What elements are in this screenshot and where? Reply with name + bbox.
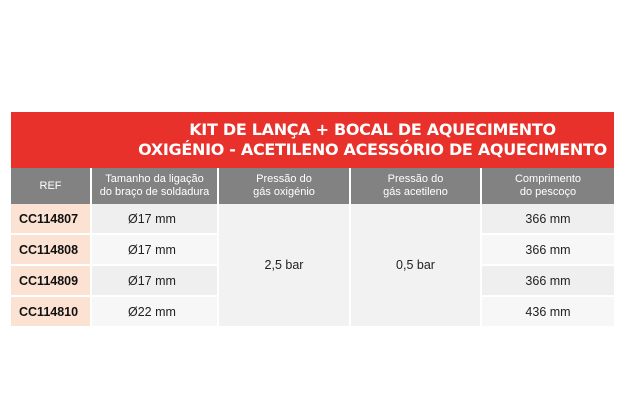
size-cell: Ø17 mm bbox=[91, 204, 218, 234]
ref-cell: CC114810 bbox=[11, 296, 91, 327]
table-row bbox=[11, 204, 614, 234]
acetylene-pressure-cell: 0,5 bar bbox=[350, 204, 481, 327]
header-connection-size: Tamanho da ligação do braço de soldadura bbox=[91, 168, 218, 204]
ref-cell: CC114809 bbox=[11, 265, 91, 296]
table-title bbox=[11, 112, 614, 168]
size-cell: Ø17 mm bbox=[91, 265, 218, 296]
length-cell: 366 mm bbox=[481, 265, 614, 296]
length-cell: 366 mm bbox=[481, 204, 614, 234]
title-line-2: OXIGÉNIO - ACETILENO ACESSÓRIO DE AQUECIMENTO bbox=[138, 140, 607, 159]
ref-cell: CC114808 bbox=[11, 234, 91, 265]
spec-table bbox=[11, 112, 614, 328]
product-table bbox=[11, 168, 614, 328]
header-neck-length: Comprimento do pescoço bbox=[481, 168, 614, 204]
oxygen-pressure-cell: 2,5 bar bbox=[218, 204, 350, 327]
size-cell: Ø22 mm bbox=[91, 296, 218, 327]
length-cell: 366 mm bbox=[481, 234, 614, 265]
length-cell: 436 mm bbox=[481, 296, 614, 327]
header-oxygen-pressure: Pressão do gás oxigénio bbox=[218, 168, 350, 204]
header-ref: REF bbox=[11, 168, 91, 204]
header-row bbox=[11, 168, 614, 204]
title-line-1: KIT DE LANÇA + BOCAL DE AQUECIMENTO bbox=[189, 120, 556, 139]
header-acetylene-pressure: Pressão do gás acetileno bbox=[350, 168, 481, 204]
ref-cell: CC114807 bbox=[11, 204, 91, 234]
size-cell: Ø17 mm bbox=[91, 234, 218, 265]
